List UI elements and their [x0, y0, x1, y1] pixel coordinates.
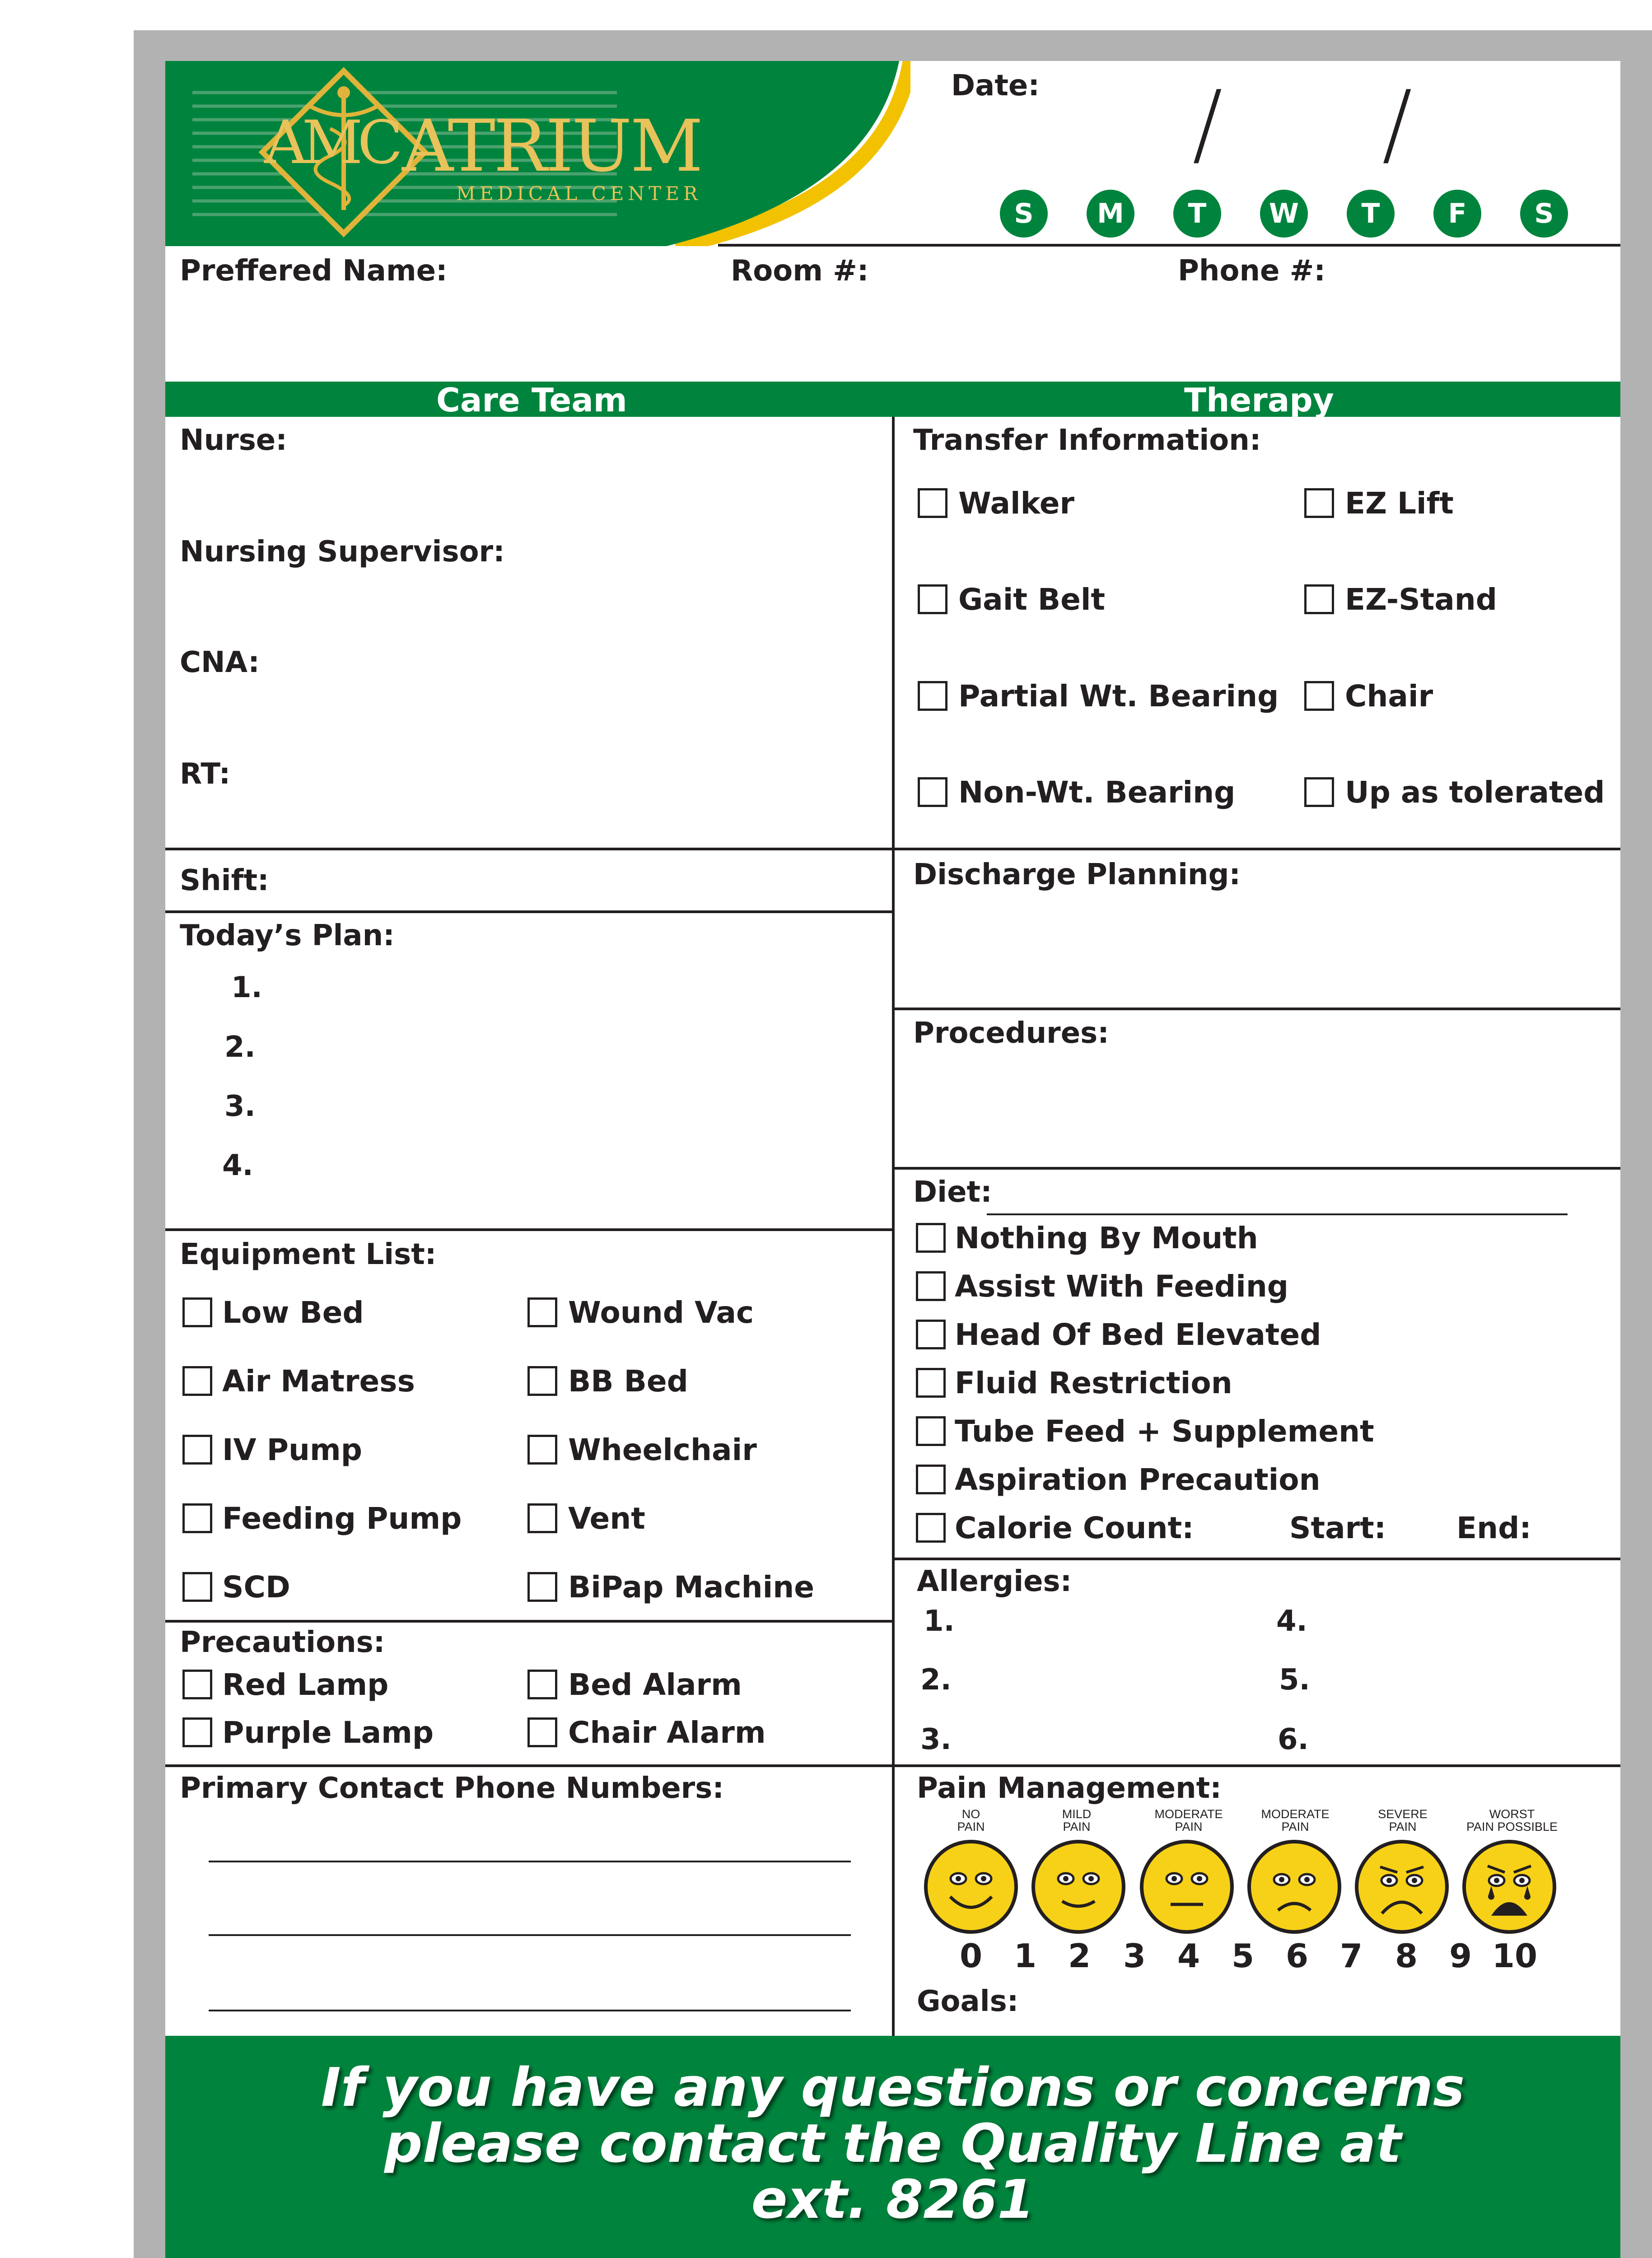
ez-lift-label: EZ Lift — [1345, 486, 1454, 521]
pain-label-0: NO PAIN — [957, 1807, 985, 1834]
calorie-count-checkbox[interactable] — [916, 1513, 946, 1543]
goals-label: Goals: — [917, 1985, 1019, 2018]
pain-label-6: MODERATE PAIN — [1261, 1807, 1330, 1834]
no-pain-face-icon[interactable] — [923, 1839, 1019, 1935]
care-team-heading: Care Team — [436, 381, 627, 419]
nothing-by-mouth-checkbox[interactable] — [916, 1223, 946, 1253]
preferred-name-label: Preffered Name: — [180, 254, 448, 288]
chair-alarm-checkbox[interactable] — [527, 1717, 557, 1747]
up-as-tolerated-checkbox[interactable] — [1304, 777, 1334, 807]
procedures-label: Procedures: — [913, 1017, 1109, 1050]
bed-alarm-checkbox[interactable] — [527, 1670, 557, 1699]
primary-contact-label: Primary Contact Phone Numbers: — [180, 1772, 724, 1805]
partial-wt-bearing-checkbox[interactable] — [918, 681, 947, 711]
therapy-heading: Therapy — [1184, 381, 1334, 419]
logo-name: ATRIUM — [402, 105, 702, 188]
worst-pain-face-icon[interactable] — [1461, 1839, 1557, 1935]
assist-with-feeding-label: Assist With Feeding — [955, 1269, 1289, 1304]
wound-vac-label: Wound Vac — [568, 1295, 754, 1330]
day-tuesday[interactable]: T — [1173, 190, 1221, 238]
calorie-end-label: End: — [1456, 1511, 1531, 1545]
iv-pump-label: IV Pump — [222, 1432, 362, 1467]
day-monday[interactable]: M — [1087, 190, 1134, 238]
nurse-label: Nurse: — [180, 424, 287, 457]
allergy-number-4: 4. — [1276, 1605, 1307, 1638]
contact-line-1[interactable] — [209, 1861, 851, 1862]
shift-label: Shift: — [180, 864, 269, 897]
discharge-planning-label: Discharge Planning: — [913, 858, 1241, 891]
tube-feed-supplement-checkbox[interactable] — [916, 1416, 946, 1446]
section-heading-bar — [165, 382, 1620, 417]
low-bed-checkbox[interactable] — [182, 1297, 212, 1327]
allergy-number-5: 5. — [1279, 1663, 1310, 1697]
wheelchair-checkbox[interactable] — [527, 1435, 557, 1465]
divider — [165, 1228, 893, 1231]
allergies-label: Allergies: — [917, 1565, 1072, 1598]
vent-checkbox[interactable] — [527, 1503, 557, 1533]
mild-pain-face-icon[interactable] — [1031, 1839, 1126, 1935]
day-friday[interactable]: F — [1433, 190, 1481, 238]
plan-number-1: 1. — [231, 971, 262, 1004]
partial-wt-bearing-label: Partial Wt. Bearing — [958, 679, 1279, 714]
cna-label: CNA: — [180, 646, 260, 679]
divider — [165, 1764, 1620, 1767]
nothing-by-mouth-label: Nothing By Mouth — [955, 1221, 1258, 1255]
logo-mark: AMC — [264, 108, 398, 177]
pain-scale-0[interactable]: 0 — [959, 1937, 983, 1975]
pain-management-label: Pain Management: — [917, 1772, 1222, 1805]
divider — [165, 848, 1620, 850]
non-wt-bearing-label: Non-Wt. Bearing — [958, 775, 1236, 810]
chair-checkbox[interactable] — [1304, 681, 1334, 711]
scd-checkbox[interactable] — [182, 1572, 212, 1602]
bb-bed-checkbox[interactable] — [527, 1366, 557, 1396]
ez-stand-checkbox[interactable] — [1304, 584, 1334, 614]
pain-scale-4[interactable]: 4 — [1177, 1937, 1200, 1975]
aspiration-precaution-checkbox[interactable] — [916, 1465, 946, 1494]
plan-number-2: 2. — [224, 1031, 256, 1064]
calorie-start-label: Start: — [1289, 1511, 1386, 1545]
pain-label-2: MILD PAIN — [1062, 1807, 1092, 1834]
transfer-information-label: Transfer Information: — [913, 424, 1261, 457]
allergy-number-3: 3. — [920, 1723, 952, 1756]
pain-scale-8[interactable]: 8 — [1395, 1937, 1418, 1975]
column-divider — [892, 417, 895, 2037]
allergy-number-6: 6. — [1278, 1723, 1309, 1756]
pain-label-10: WORST PAIN POSSIBLE — [1466, 1807, 1558, 1834]
day-sunday[interactable]: S — [1000, 190, 1048, 238]
pain-scale-10[interactable]: 10 — [1492, 1937, 1538, 1975]
pain-scale-9[interactable]: 9 — [1449, 1937, 1472, 1975]
bipap-machine-label: BiPap Machine — [568, 1570, 814, 1605]
calorie-count-label: Calorie Count: — [955, 1511, 1194, 1545]
pain-label-8: SEVERE PAIN — [1378, 1807, 1428, 1834]
fluid-restriction-checkbox[interactable] — [916, 1368, 946, 1398]
precautions-label: Precautions: — [180, 1626, 385, 1659]
room-label: Room #: — [731, 254, 869, 288]
pain-scale-7[interactable]: 7 — [1339, 1937, 1363, 1975]
wheelchair-label: Wheelchair — [568, 1432, 757, 1467]
tube-feed-supplement-label: Tube Feed + Supplement — [955, 1414, 1374, 1449]
assist-with-feeding-checkbox[interactable] — [916, 1271, 946, 1301]
pain-scale-2[interactable]: 2 — [1068, 1937, 1091, 1975]
red-lamp-label: Red Lamp — [222, 1667, 389, 1702]
bed-alarm-label: Bed Alarm — [568, 1667, 742, 1702]
date-label: Date: — [951, 69, 1040, 103]
wound-vac-checkbox[interactable] — [527, 1297, 557, 1327]
divider — [718, 244, 1620, 247]
date-separator-2: / — [1382, 71, 1413, 177]
purple-lamp-checkbox[interactable] — [182, 1717, 212, 1747]
feeding-pump-label: Feeding Pump — [222, 1501, 462, 1536]
moderate-pain-face-icon[interactable] — [1139, 1839, 1235, 1935]
scd-label: SCD — [222, 1570, 290, 1605]
allergy-number-2: 2. — [920, 1663, 952, 1697]
ez-lift-checkbox[interactable] — [1304, 488, 1334, 518]
purple-lamp-label: Purple Lamp — [222, 1715, 434, 1750]
low-bed-label: Low Bed — [222, 1295, 364, 1330]
bb-bed-label: BB Bed — [568, 1364, 688, 1399]
plan-number-4: 4. — [222, 1149, 253, 1182]
head-of-bed-elevated-checkbox[interactable] — [916, 1320, 946, 1349]
contact-line-3[interactable] — [209, 2010, 851, 2011]
walker-checkbox[interactable] — [918, 488, 947, 518]
gait-belt-checkbox[interactable] — [918, 584, 947, 614]
diet-line[interactable] — [987, 1213, 1568, 1215]
iv-pump-checkbox[interactable] — [182, 1435, 212, 1465]
walker-label: Walker — [958, 486, 1075, 521]
pain-scale-5[interactable]: 5 — [1231, 1937, 1255, 1975]
phone-label: Phone #: — [1178, 254, 1325, 288]
contact-line-2[interactable] — [209, 1934, 851, 1936]
fluid-restriction-label: Fluid Restriction — [955, 1366, 1232, 1400]
rt-label: RT: — [180, 757, 231, 791]
moderate-pain-frown-face-icon[interactable] — [1246, 1839, 1342, 1935]
diet-label: Diet: — [913, 1176, 992, 1209]
divider — [893, 1008, 1620, 1010]
logo-subtitle: MEDICAL CENTER — [456, 182, 702, 205]
pain-label-4: MODERATE PAIN — [1154, 1807, 1223, 1834]
severe-pain-face-icon[interactable] — [1354, 1839, 1450, 1935]
divider — [893, 1167, 1620, 1170]
quality-line-message: If you have any questions or concerns please contact the Quality Line at ext. 8261 — [321, 2056, 1465, 2230]
equipment-list-label: Equipment List: — [180, 1238, 437, 1271]
day-thursday[interactable]: T — [1347, 190, 1395, 238]
date-separator-1: / — [1192, 71, 1223, 177]
pain-scale-6[interactable]: 6 — [1285, 1937, 1309, 1975]
gait-belt-label: Gait Belt — [958, 582, 1106, 617]
vent-label: Vent — [568, 1501, 645, 1536]
non-wt-bearing-checkbox[interactable] — [918, 777, 947, 807]
day-wednesday[interactable]: W — [1260, 190, 1308, 238]
day-saturday[interactable]: S — [1520, 190, 1568, 238]
chair-alarm-label: Chair Alarm — [568, 1715, 766, 1750]
up-as-tolerated-label: Up as tolerated — [1345, 775, 1605, 810]
feeding-pump-checkbox[interactable] — [182, 1503, 212, 1533]
todays-plan-label: Today’s Plan: — [180, 919, 395, 952]
bipap-machine-checkbox[interactable] — [527, 1572, 557, 1602]
pain-scale-3[interactable]: 3 — [1123, 1937, 1146, 1975]
ez-stand-label: EZ-Stand — [1345, 582, 1498, 617]
chair-label: Chair — [1345, 679, 1433, 714]
divider — [893, 1558, 1620, 1560]
air-matress-label: Air Matress — [222, 1364, 415, 1399]
red-lamp-checkbox[interactable] — [182, 1670, 212, 1699]
nursing-supervisor-label: Nursing Supervisor: — [180, 535, 505, 569]
divider — [165, 910, 893, 913]
allergy-number-1: 1. — [924, 1605, 955, 1638]
air-matress-checkbox[interactable] — [182, 1366, 212, 1396]
plan-number-3: 3. — [224, 1090, 256, 1123]
pain-scale-1[interactable]: 1 — [1013, 1937, 1037, 1975]
divider — [165, 1620, 893, 1623]
aspiration-precaution-label: Aspiration Precaution — [955, 1462, 1321, 1497]
head-of-bed-elevated-label: Head Of Bed Elevated — [955, 1317, 1321, 1352]
